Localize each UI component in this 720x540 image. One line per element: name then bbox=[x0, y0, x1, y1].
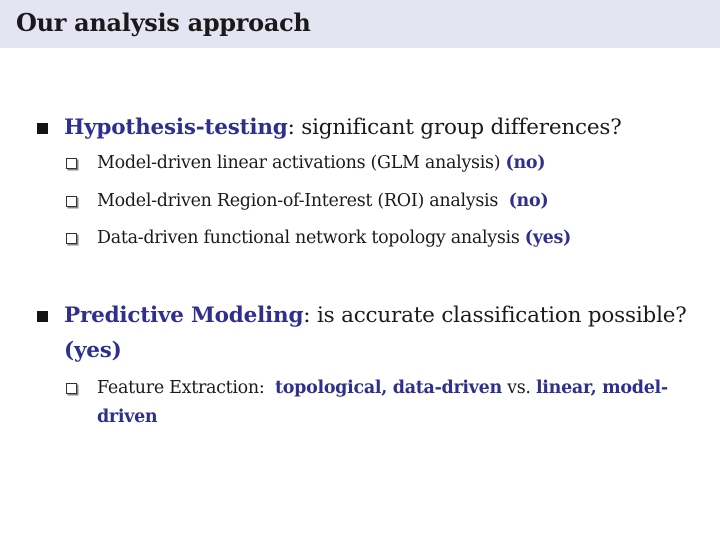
item-result: (yes) bbox=[64, 338, 122, 363]
sub-item-label: Model-driven linear activations (GLM analysis) bbox=[97, 153, 506, 173]
sub-item-result: (no) bbox=[505, 153, 546, 173]
item-heading: Hypothesis-testing bbox=[64, 115, 288, 140]
box-bullet-icon bbox=[66, 196, 77, 207]
bullet-item-text bbox=[64, 298, 687, 334]
box-bullet-icon bbox=[66, 158, 77, 169]
square-bullet-icon bbox=[37, 123, 48, 134]
sub-item-linear: linear, model- bbox=[535, 378, 668, 398]
sub-item-result: (yes) bbox=[524, 228, 571, 248]
title-bar bbox=[0, 0, 720, 48]
box-bullet-icon bbox=[66, 233, 77, 244]
item-heading: Predictive Modeling bbox=[64, 303, 304, 328]
item-rest: : significant group differences? bbox=[287, 115, 622, 140]
sub-item-label: Feature Extraction: bbox=[97, 378, 275, 398]
sub-item-text bbox=[97, 373, 668, 403]
square-bullet-icon bbox=[37, 311, 48, 322]
sub-item-label: Model-driven Region-of-Interest (ROI) analysis bbox=[97, 191, 509, 211]
box-bullet-icon bbox=[66, 383, 77, 394]
sub-item-text bbox=[97, 148, 545, 178]
sub-item-bold: topological, data-driven bbox=[275, 378, 502, 398]
slide-title: Our analysis approach bbox=[16, 8, 311, 37]
sub-item-linear-cont: driven bbox=[97, 407, 158, 427]
sub-item-text-line2 bbox=[97, 402, 157, 432]
bullet-item-text-line2 bbox=[64, 333, 122, 369]
sub-item-label: Data-driven functional network topology analysis bbox=[97, 228, 525, 248]
bullet-item-text bbox=[64, 110, 622, 146]
item-rest: : is accurate classification possible? bbox=[303, 303, 687, 328]
sub-item-text bbox=[97, 186, 548, 216]
sub-item-result: (no) bbox=[508, 191, 549, 211]
sub-item-mid: vs. bbox=[501, 378, 536, 398]
sub-item-text bbox=[97, 223, 571, 253]
